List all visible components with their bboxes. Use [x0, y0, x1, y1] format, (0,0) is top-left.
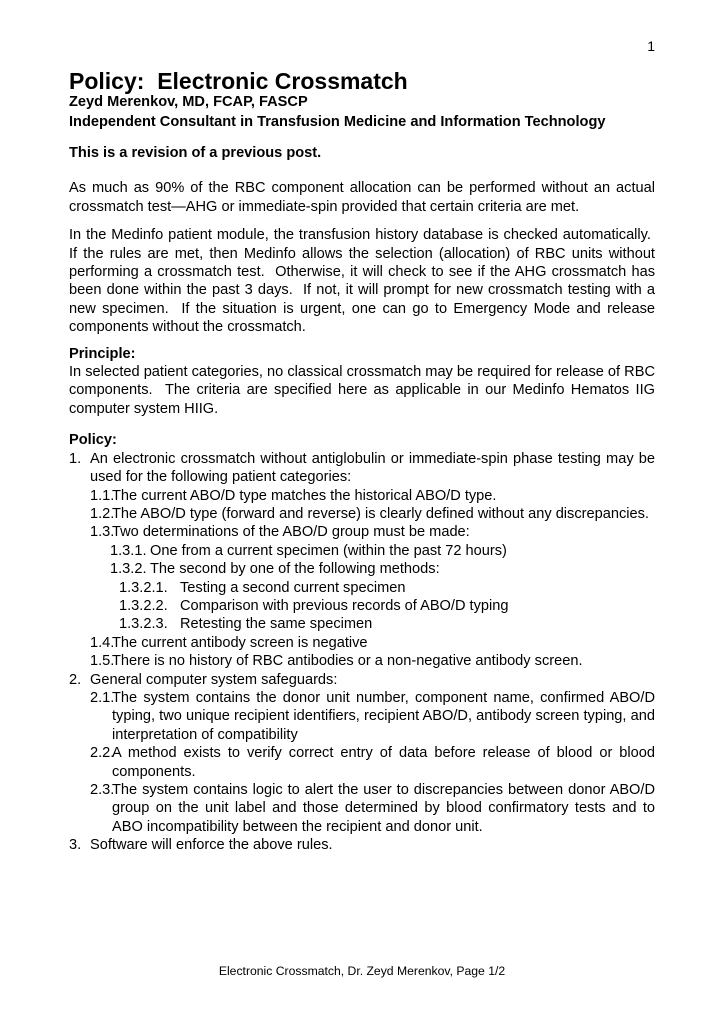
list-item-1-3-2-1: [69, 579, 655, 597]
item-number: 1.4.: [90, 634, 115, 651]
list-item-1-5: [69, 652, 655, 670]
footer-note: Electronic Crossmatch, Dr. Zeyd Merenkov, Page 1/2: [218, 964, 506, 978]
item-text: The system contains logic to alert the user to discrepancies between donor ABO/D group on the unit label and those determined by blood confirmatory tests and to ABO incompatibility between the recipient and donor unit.: [112, 782, 655, 835]
item-text: Retesting the same specimen: [180, 616, 373, 633]
item-number: 1.3.1.: [110, 542, 147, 559]
item-number: 1.3.: [90, 524, 115, 541]
intro-paragraph-2: In the Medinfo patient module, the transfusion history database is checked automatically. If the rules are met, then Medinfo allows the selection (allocation) of RBC units without performing a crossmatch test. Otherwise, it will check to see if the AHG crossmatch has been done within the past 3 days. If not, it will prompt for new crossmatch testing with a new specimen. If the situation is urgent, one can go to Emergency Mode and release components without the crossmatch.: [69, 227, 655, 336]
list-item-1: [69, 450, 655, 487]
item-text: An electronic crossmatch without antiglobulin or immediate-spin phase testing may be used for the following patient categories:: [90, 450, 655, 486]
item-text: Two determinations of the ABO/D group must be made:: [112, 524, 470, 541]
item-text: The system contains the donor unit number, component name, confirmed ABO/D typing, two unique recipient identifiers, recipient ABO/D, antibody screen typing, and interpretation of compatibility: [112, 689, 655, 743]
item-number: 1.1.: [90, 487, 115, 504]
revision-note: This is a revision of a previous post.: [69, 145, 322, 161]
item-text: General computer system safeguards:: [90, 671, 338, 688]
list-item-2: [69, 671, 655, 689]
list-item-2-3: [69, 781, 655, 836]
list-item-1-3-2: [69, 560, 655, 578]
author-name: Zeyd Merenkov, MD, FCAP, FASCP: [69, 94, 308, 110]
item-number: 1.3.2.1.: [119, 579, 168, 596]
policy-list: [69, 450, 655, 855]
list-item-2-1: [69, 689, 655, 744]
list-item-1-2: [69, 505, 655, 523]
page-number: 1: [647, 38, 655, 54]
item-text: The current antibody screen is negative: [112, 634, 368, 651]
document-title: Policy: Electronic Crossmatch: [69, 68, 408, 94]
list-item-2-2: [69, 744, 655, 781]
list-item-1-3-2-2: [69, 597, 655, 615]
list-item-1-3-1: [69, 542, 655, 560]
principle-heading: Principle:: [69, 345, 136, 362]
item-text: Comparison with previous records of ABO/D typing: [180, 597, 509, 614]
item-text: The current ABO/D type matches the historical ABO/D type.: [112, 487, 497, 504]
list-item-3: [69, 836, 655, 854]
item-text: The second by one of the following methods:: [150, 561, 440, 578]
item-text: Testing a second current specimen: [180, 579, 406, 596]
item-number: 1.5.: [90, 653, 115, 670]
author-role: Independent Consultant in Transfusion Medicine and Information Technology: [69, 113, 606, 130]
policy-heading: Policy:: [69, 432, 117, 449]
item-number: 1.2.: [90, 505, 115, 522]
item-number: 1.: [69, 450, 82, 467]
item-text: The ABO/D type (forward and reverse) is clearly defined without any discrepancies.: [112, 505, 649, 522]
list-item-1-3: [69, 523, 655, 541]
list-item-1-4: [69, 634, 655, 652]
item-number: 1.3.2.2.: [119, 597, 168, 614]
item-number: 2.3.: [90, 782, 115, 798]
intro-paragraph-1: As much as 90% of the RBC component allocation can be performed without an actual crossmatch test—AHG or immediate-spin provided that certain criteria are met.: [69, 180, 655, 215]
item-number: 2.2.: [90, 745, 115, 762]
item-number: 3.: [69, 837, 82, 854]
item-text: A method exists to verify correct entry of data before release of blood or blood components.: [112, 745, 655, 780]
item-number: 1.3.2.: [110, 561, 147, 578]
item-text: There is no history of RBC antibodies or a non-negative antibody screen.: [112, 653, 583, 670]
list-item-1-3-2-3: [69, 615, 655, 633]
item-number: 2.: [69, 671, 82, 688]
item-number: 2.1.: [90, 689, 115, 706]
item-text: Software will enforce the above rules.: [90, 837, 333, 854]
item-number: 1.3.2.3.: [119, 616, 168, 633]
principle-body: In selected patient categories, no classical crossmatch may be required for release of RBC components. The criteria are specified here as applicable in our Medinfo Hematos IIG computer system HIIG.: [69, 364, 655, 417]
list-item-1-1: [69, 487, 655, 505]
item-text: One from a current specimen (within the past 72 hours): [150, 542, 507, 559]
